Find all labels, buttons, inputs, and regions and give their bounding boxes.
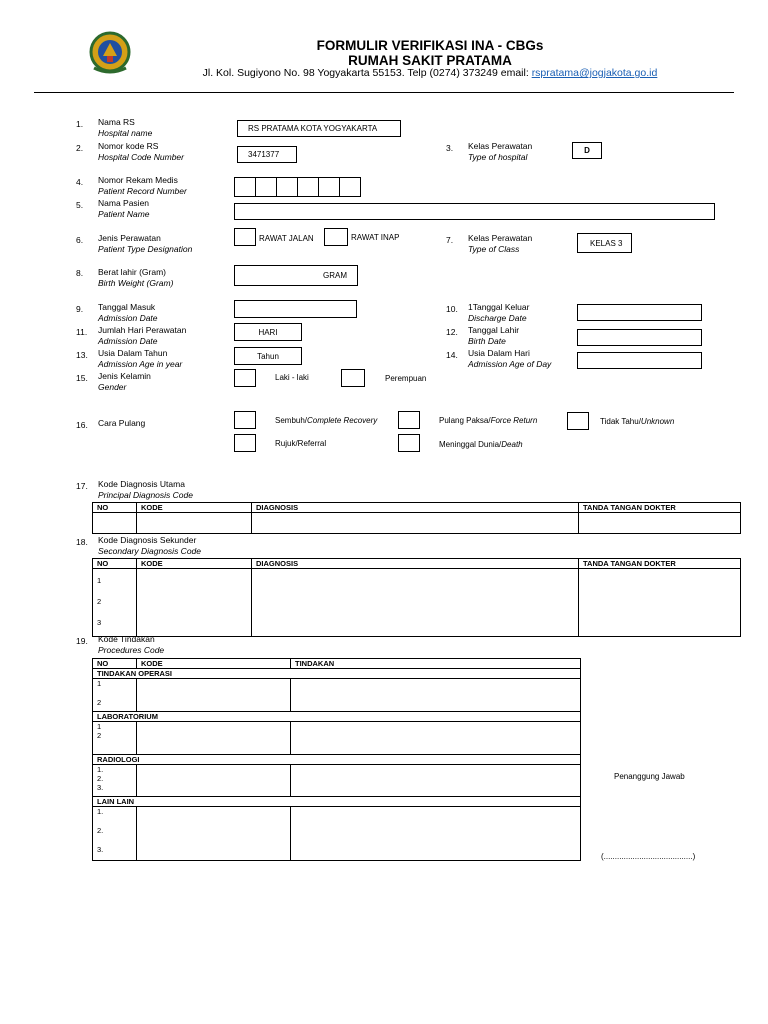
inpatient-checkbox[interactable] (324, 228, 348, 246)
field-number: 12. (446, 327, 458, 337)
field-label (98, 371, 151, 393)
field-label: Cara Pulang (98, 418, 146, 428)
label-en: Admission Age in year (98, 359, 183, 369)
signature-label: Penanggung Jawab (614, 772, 685, 781)
birth-weight-field[interactable]: GRAM (234, 265, 358, 286)
label-en: Birth Weight (Gram) (98, 278, 174, 288)
label-en: Birth Date (468, 336, 506, 346)
male-label: Laki - laki (275, 373, 309, 382)
field-number: 10. (446, 304, 458, 314)
field-label (98, 233, 192, 255)
field-number: 3. (446, 143, 454, 153)
field-label (98, 267, 173, 289)
label-id: 1Tanggal Keluar (468, 302, 530, 312)
col-kode: KODE (137, 659, 291, 669)
label-id: Kode Diagnosis Utama (98, 479, 185, 489)
label-en: Admission Date (98, 313, 158, 323)
field-label (98, 479, 193, 501)
label-en: Principal Diagnosis Code (98, 490, 193, 500)
field-label (98, 535, 201, 557)
field-number: 1. (76, 119, 84, 129)
field-number: 14. (446, 350, 458, 360)
form-title: FORMULIR VERIFIKASI INA - CBGs (316, 38, 544, 53)
col-diagnosis: DIAGNOSIS (252, 559, 579, 569)
field-label (98, 117, 152, 139)
discharge-date-field[interactable] (577, 304, 702, 321)
patient-name-field[interactable] (234, 203, 715, 220)
label-en: Procedures Code (98, 645, 165, 655)
col-no: NO (93, 659, 137, 669)
field-number: 8. (76, 268, 84, 278)
label-id: Jenis Perawatan (98, 233, 161, 243)
field-number: 2. (76, 143, 84, 153)
table-row[interactable]: 1. 2. 3. (93, 807, 581, 861)
field-label (468, 141, 532, 163)
length-of-stay-field[interactable]: HARI (234, 323, 302, 341)
referral-label: Rujuk/Referral (275, 439, 327, 448)
label-id: Kode Diagnosis Sekunder (98, 535, 197, 545)
inpatient-label: RAWAT INAP (351, 233, 400, 242)
label-id: Usia Dalam Hari (468, 348, 530, 358)
field-number: 18. (76, 537, 88, 547)
signature-line[interactable]: (........................................) (601, 852, 696, 861)
label-id: Nomor kode RS (98, 141, 159, 151)
table-row[interactable]: 1 2 (93, 722, 581, 755)
email-link[interactable]: rspratama@jogjakota.go.id (531, 67, 658, 79)
recovered-label: Sembuh/Complete Recovery (275, 416, 378, 425)
label-en: Admission Date (98, 336, 158, 346)
label-en: Gender (98, 382, 127, 392)
unknown-checkbox[interactable] (567, 412, 589, 430)
label-en: Type of hospital (468, 152, 528, 162)
birth-date-field[interactable] (577, 329, 702, 346)
col-kode: KODE (137, 559, 252, 569)
label-id: Usia Dalam Tahun (98, 348, 168, 358)
field-label (98, 302, 158, 324)
hospital-title: RUMAH SAKIT PRATAMA (348, 53, 512, 68)
col-signature: TANDA TANGAN DOKTER (579, 503, 741, 513)
unknown-label: Tidak Tahu/Unknown (600, 417, 675, 426)
record-number-field[interactable] (234, 177, 361, 197)
label-en: Type of Class (468, 244, 520, 254)
hospital-code-field[interactable]: 3471377 (237, 146, 297, 163)
procedures-table (92, 658, 581, 861)
field-label (98, 175, 187, 197)
outpatient-checkbox[interactable] (234, 228, 256, 246)
field-number: 13. (76, 350, 88, 360)
address (150, 67, 710, 79)
field-label (468, 233, 532, 255)
label-id: Kelas Perawatan (468, 141, 533, 151)
label-id: Nomor Rekam Medis (98, 175, 178, 185)
col-tindakan: TINDAKAN (291, 659, 581, 669)
force-return-label: Pulang Paksa/Force Return (439, 416, 538, 425)
secondary-diagnosis-table (92, 558, 741, 637)
principal-diagnosis-table (92, 502, 741, 534)
label-en: Hospital Code Number (98, 152, 184, 162)
city-emblem-icon (88, 30, 132, 76)
header-divider (34, 92, 734, 93)
table-row[interactable]: 1 2 (93, 679, 581, 712)
field-number: 7. (446, 235, 454, 245)
label-id: Nama Pasien (98, 198, 150, 208)
section-other: LAIN LAIN (93, 797, 581, 807)
female-label: Perempuan (385, 374, 427, 383)
label-id: Kode Tindakan (98, 634, 155, 644)
label-en: Patient Type Designation (98, 244, 193, 254)
table-row[interactable]: 1. 2. 3. (93, 765, 581, 797)
admission-date-field[interactable] (234, 300, 357, 318)
age-years-field[interactable]: Tahun (234, 347, 302, 365)
label-en: Hospital name (98, 128, 153, 138)
section-radiology: RADIOLOGI (93, 755, 581, 765)
label-id: Nama RS (98, 117, 135, 127)
male-checkbox[interactable] (234, 369, 256, 387)
hospital-name-field[interactable]: RS PRATAMA KOTA YOGYAKARTA (237, 120, 401, 137)
col-no: NO (93, 559, 137, 569)
field-number: 15. (76, 373, 88, 383)
hospital-type-field[interactable]: D (572, 142, 602, 159)
field-label (98, 325, 186, 347)
label-en: Admission Age of Day (468, 359, 552, 369)
field-number: 19. (76, 636, 88, 646)
label-id: Tanggal Masuk (98, 302, 156, 312)
section-operation: TINDAKAN OPERASI (93, 669, 581, 679)
recovered-checkbox[interactable] (234, 411, 256, 429)
label-id: Tanggal Lahir (468, 325, 520, 335)
field-number: 5. (76, 200, 84, 210)
label-en: Secondary Diagnosis Code (98, 546, 202, 556)
death-label: Meninggal Dunia/Death (439, 440, 523, 449)
col-diagnosis: DIAGNOSIS (252, 503, 579, 513)
table-row[interactable] (93, 513, 741, 534)
force-return-checkbox[interactable] (398, 411, 420, 429)
outpatient-label: RAWAT JALAN (259, 234, 314, 243)
field-number: 4. (76, 177, 84, 187)
label-id: Jenis Kelamin (98, 371, 151, 381)
address-text: Jl. Kol. Sugiyono No. 98 Yogyakarta 55153. Telp (0274) 373249 email: (202, 67, 532, 79)
field-label (98, 198, 150, 220)
field-label (468, 302, 529, 324)
field-label (468, 325, 519, 347)
col-signature: TANDA TANGAN DOKTER (579, 559, 741, 569)
section-laboratory: LABORATORIUM (93, 712, 581, 722)
label-id: Jumlah Hari Perawatan (98, 325, 187, 335)
label-en: Discharge Date (468, 313, 527, 323)
referral-checkbox[interactable] (234, 434, 256, 452)
field-number: 11. (76, 327, 88, 337)
field-label (98, 634, 164, 656)
col-kode: KODE (137, 503, 252, 513)
field-number: 17. (76, 481, 88, 491)
class-field[interactable]: KELAS 3 (577, 233, 632, 253)
field-number: 9. (76, 304, 84, 314)
female-checkbox[interactable] (341, 369, 365, 387)
label-en: Patient Name (98, 209, 150, 219)
age-days-field[interactable] (577, 352, 702, 369)
field-number: 6. (76, 235, 84, 245)
field-label (98, 348, 182, 370)
label-id: Kelas Perawatan (468, 233, 533, 243)
table-row[interactable]: 1 2 3 (93, 569, 741, 637)
field-label (98, 141, 184, 163)
death-checkbox[interactable] (398, 434, 420, 452)
col-no: NO (93, 503, 137, 513)
label-id: Berat lahir (Gram) (98, 267, 167, 277)
label-en: Patient Record Number (98, 186, 187, 196)
field-number: 16. (76, 420, 88, 430)
field-label (468, 348, 551, 370)
